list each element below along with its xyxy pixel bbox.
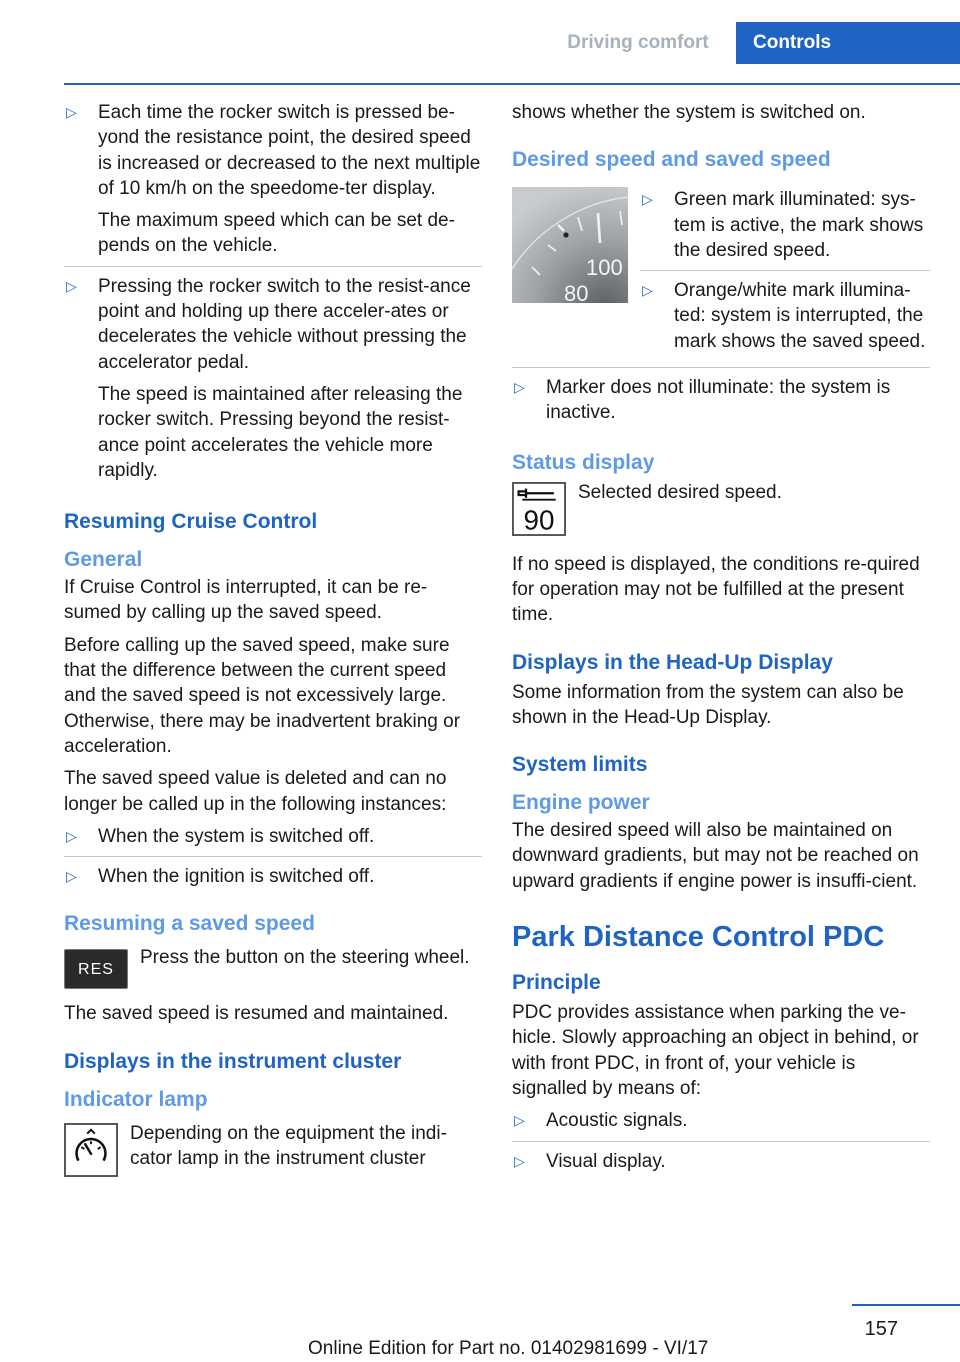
list-divider [512, 367, 930, 368]
res-button-icon: RES [64, 949, 128, 989]
bullet-triangle-icon: ▷ [66, 827, 77, 844]
speedometer-row [512, 187, 930, 361]
status-speed-icon [512, 482, 566, 536]
list-item: ▷ Marker does not illuminate: the system is inactive. [514, 377, 891, 424]
speedo-label-80: 80 [564, 281, 589, 304]
list-item: ▷ Orange/white mark illumina-ted: system is interrupted, the mark shows the saved speed. [642, 280, 926, 352]
bullet-triangle-icon: ▷ [514, 379, 525, 396]
heading-system-limits: System limits [512, 753, 648, 777]
bullet-triangle-icon: ▷ [514, 1112, 525, 1129]
status-display-row [512, 482, 930, 536]
edition-note: Online Edition for Part no. 01402981699 - VI/17 [308, 1338, 709, 1359]
heading-resuming-saved-speed: Resuming a saved speed [64, 912, 315, 936]
cruise-control-indicator-icon [64, 1123, 118, 1177]
paragraph: Press the button on the steering wheel. [140, 947, 470, 969]
header-rule [64, 83, 960, 85]
heading-engine-power: Engine power [512, 791, 650, 815]
list-item: ▷ Each time the rocker switch is pressed be-yond the resistance point, the desired speed is increased or decreased to the next multiple of 10 km/h on the speedome-ter display. The maximum speed which can be set de-pends on the vehicle. [64, 100, 482, 259]
list-divider [64, 266, 482, 267]
heading-indicator-lamp: Indicator lamp [64, 1087, 208, 1111]
page-number: 157 [864, 1318, 898, 1340]
list-item: ▷ When the ignition is switched off. [64, 864, 482, 889]
paragraph: If Cruise Control is interrupted, it can be re-sumed by calling up the saved speed. [64, 577, 428, 624]
heading-desired-saved-speed: Desired speed and saved speed [512, 148, 831, 172]
list-item: ▷ When the system is switched off. [64, 824, 482, 849]
res-button-row [64, 945, 482, 989]
right-column [512, 100, 930, 1181]
header-chapter-tab: Controls [736, 22, 960, 64]
bullet-triangle-icon: ▷ [66, 868, 77, 885]
speedo-label-100: 100 [586, 255, 623, 281]
paragraph: The saved speed is resumed and maintained. [64, 1003, 449, 1025]
heading-resuming-cruise-control: Resuming Cruise Control [64, 510, 318, 534]
list-divider [64, 856, 482, 857]
paragraph: The saved speed value is deleted and can no longer be called up in the following instances: [64, 768, 447, 815]
bullet-triangle-icon: ▷ [66, 104, 77, 120]
paragraph: Selected desired speed. [578, 481, 782, 503]
list-divider [640, 270, 930, 271]
list-item: ▷ Green mark illuminated: sys-tem is active, the mark shows the desired speed. [642, 189, 924, 261]
paragraph: The desired speed will also be maintained on downward gradients, but may not be reached on upward gradients if engine power is insuffi-cient. [512, 820, 919, 892]
heading-displays-instrument-cluster: Displays in the instrument cluster [64, 1049, 402, 1073]
list-item: ▷ Visual display. [512, 1149, 930, 1174]
indicator-lamp-row [64, 1123, 482, 1179]
paragraph: PDC provides assistance when parking the ve-hicle. Slowly approaching an object in behind, or with front PDC, in front of, your vehicle is signalled by means of: [512, 1002, 919, 1099]
heading-head-up-display: Displays in the Head-Up Display [512, 650, 833, 674]
status-icon-label: 90 [523, 504, 555, 536]
paragraph: shows whether the system is switched on. [512, 102, 866, 123]
list-item-continuation: The maximum speed which can be set de-pends on the vehicle. [98, 210, 455, 257]
page-footer [0, 1300, 960, 1362]
heading-park-distance-control: Park Distance Control PDC [512, 921, 885, 954]
list-item-continuation: The speed is maintained after releasing the rocker switch. Pressing beyond the resist-ance point accelerates the vehicle more rapidly. [98, 383, 463, 481]
left-column [64, 100, 482, 1186]
bullet-triangle-icon: ▷ [66, 277, 77, 294]
footer-rule [852, 1304, 960, 1306]
bullet-triangle-icon: ▷ [514, 1152, 525, 1169]
header-section-title: Driving comfort [567, 32, 709, 53]
list-item: ▷ Pressing the rocker switch to the resist-ance point and holding up there acceler-ates or decelerates the vehicle without pressing the accelerator pedal. The speed is maintained after releasing the rocker switch. Pressing beyond the resist-ance point accelerates the vehicle more rapidly. [64, 274, 482, 483]
heading-status-display: Status display [512, 450, 655, 474]
heading-general: General [64, 548, 143, 572]
bullet-triangle-icon: ▷ [642, 282, 653, 299]
list-item: ▷ Acoustic signals. [512, 1108, 930, 1133]
paragraph: If no speed is displayed, the conditions re-quired for operation may not be fulfilled at the present time. [512, 553, 920, 626]
paragraph: Some information from the system can also be shown in the Head-Up Display. [512, 681, 904, 728]
paragraph: Before calling up the saved speed, make sure that the difference between the current speed and the saved speed is not excessively large. Otherwise, there may be inadvertent braking or acceleration. [64, 634, 461, 757]
paragraph: Depending on the equipment the indi-cator lamp in the instrument cluster [130, 1122, 447, 1170]
heading-principle: Principle [512, 971, 601, 995]
page-header [0, 22, 960, 64]
speedometer-image [512, 187, 628, 303]
list-divider [512, 1141, 930, 1142]
bullet-triangle-icon: ▷ [642, 191, 653, 208]
